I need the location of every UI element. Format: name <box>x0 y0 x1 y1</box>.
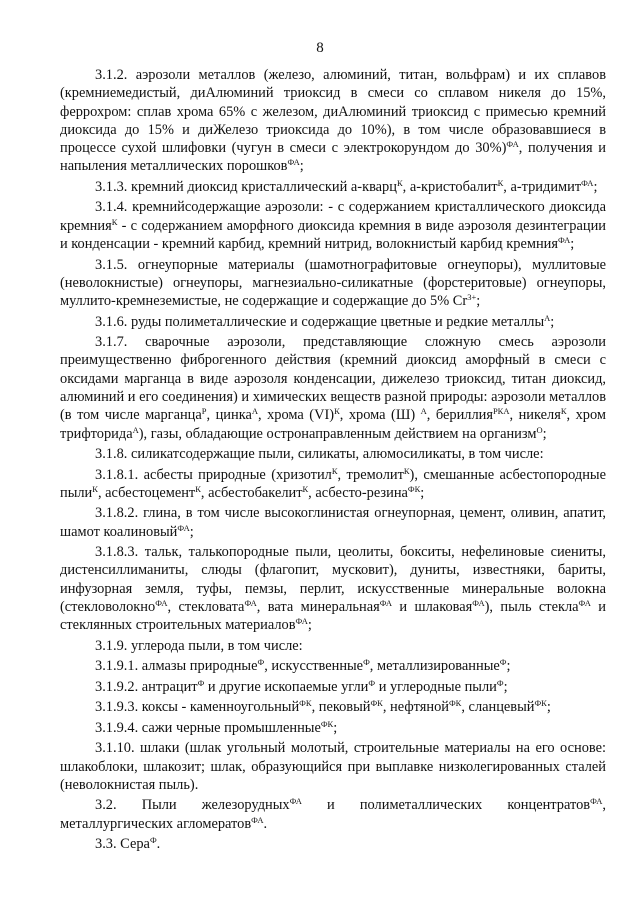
superscript-note: ФА <box>557 235 571 246</box>
paragraph-text: 3.1.8.1. асбесты природные (хризотил <box>95 466 332 483</box>
paragraph-text: , нефтяной <box>382 699 449 716</box>
superscript-note: К <box>331 465 338 476</box>
paragraph-text: ), смешанные асбестопородные пыли <box>60 466 606 501</box>
paragraph-text: 3.1.8.2. глина, в том числе высокоглинистая огнеупорная, цемент, оливин, апатит, шамот коалиновый <box>60 505 606 540</box>
paragraph-text: 3.1.9.2. антрацит <box>95 678 198 695</box>
paragraph-text: 3.1.5. огнеупорные материалы (шамотнографитовые огнеупоры), муллитовые (неволокнистые) огнеупоры, магнезиально-силикатные (форстеритовые) огнеупоры, муллито-кремнеземистые, не содержащие и содержащие до 5% Cr <box>60 256 606 310</box>
paragraph-text: ; <box>542 425 547 442</box>
superscript-note: ФА <box>289 796 302 807</box>
paragraph-3-1-7 <box>60 333 606 443</box>
paragraph-3-1-9-2 <box>60 678 606 696</box>
paragraph-text: , металлургических агломератов <box>60 797 606 832</box>
superscript-note: ФА <box>581 177 594 188</box>
paragraph-text: и стеклянных строительных материалов <box>60 599 606 634</box>
superscript-note: Ф <box>197 677 205 688</box>
paragraph-text: 3.1.8.3. тальк, талькопородные пыли, цеолиты, бокситы, нефелиновые сиениты, дистенсиллиманиты, слюды (флагопит, мусковит), дуниты, известняки, бариты, инфузорная земля, туфы, пемзы, перлит, искусственные минеральные волокна (стекловолокно <box>60 544 606 615</box>
paragraph-text: , металлизированные <box>369 658 500 675</box>
paragraph-text: , никеля <box>509 407 561 424</box>
superscript-note: Ф <box>149 835 157 846</box>
paragraph-text: ; <box>570 236 575 253</box>
paragraph-text: 3.2. Пыли железорудных <box>95 797 290 814</box>
superscript-note: К <box>111 216 118 227</box>
superscript-note: ФА <box>177 522 190 533</box>
paragraph-text: 3.1.6. руды полиметаллические и содержащие цветные и редкие металлы <box>95 313 545 330</box>
paragraph-text: . <box>156 836 161 853</box>
superscript-note: К <box>92 483 98 494</box>
paragraph-text: ; <box>546 699 551 716</box>
paragraph-text: ; <box>299 158 304 175</box>
superscript-note: ФК <box>534 698 547 709</box>
superscript-note: К <box>403 465 410 476</box>
superscript-note: 3+ <box>467 292 477 303</box>
superscript-note: К <box>334 406 340 417</box>
paragraph-text: , а-кристобалит <box>402 178 498 195</box>
paragraph-text: , получения и напыления металлических порошков <box>60 140 606 175</box>
paragraph-3-1-8-3 <box>60 543 606 634</box>
paragraph-text: ; <box>189 523 194 540</box>
paragraph-3-1-9-4 <box>60 719 606 737</box>
superscript-note: К <box>560 406 567 417</box>
paragraph-3-1-9-3 <box>60 698 606 716</box>
paragraph-3-1-8-2 <box>60 504 606 541</box>
superscript-note: ФА <box>244 598 257 608</box>
superscript-note: К <box>497 177 504 188</box>
paragraph-text: ; <box>506 658 511 675</box>
paragraph-text: и углеродные пыли <box>375 678 497 695</box>
paragraph-text: 3.1.9. углерода пыли, в том числе: <box>95 637 303 654</box>
superscript-note: ФК <box>370 698 383 709</box>
superscript-note: ФК <box>320 718 334 729</box>
superscript-note: А <box>132 424 139 435</box>
superscript-note: ФА <box>295 616 308 627</box>
paragraph-text: , бериллия <box>426 407 493 424</box>
paragraph-text: 3.1.2. аэрозоли металлов (железо, алюминий, титан, вольфрам) и их сплавов (кремниемедистый, диАлюминий триоксид в смеси со сплавом никеля до 15%, феррохром: сплав хрома 65% с железом, диАлюминий триоксид с примесью кремний диоксида до 15% и диЖелезо триоксида до 10%), в том числе образовавшиеся в процессе сухой шлифовки (чугун в смеси с электрокорундом до 30%) <box>60 67 606 157</box>
paragraph-text: , а-тридимит <box>503 178 582 195</box>
paragraph-text: ; <box>476 293 481 310</box>
paragraph-text: , хром трифторида <box>60 407 606 442</box>
paragraph-text: ; <box>333 719 338 736</box>
paragraph-3-2 <box>60 796 606 833</box>
paragraph-text: , асбесто-резина <box>308 484 408 501</box>
paragraph-text: 3.1.8. силикатсодержащие пыли, силикаты, алюмосиликаты, в том числе: <box>95 446 544 463</box>
superscript-note: ФА <box>379 598 393 608</box>
superscript-note: Ф <box>257 657 265 668</box>
paragraph-3-1-9 <box>60 637 606 655</box>
superscript-note: Ф <box>496 677 504 688</box>
paragraph-text: 3.3. Сера <box>95 836 150 853</box>
paragraph-text: 3.1.7. сварочные аэрозоли, представляющие сложную смесь аэрозоли преимущественно фиброгенного действия (кремний диоксид аморфный в смеси с оксидами марганца в виде аэрозоля конденсации, дижелезо триоксид, титан диоксид, алюминий и его соединения) и химических веществ разной природы: аэрозоли металлов (в том числе марганца <box>60 334 606 424</box>
paragraph-text: и полиметаллических концентратов <box>301 797 591 814</box>
paragraph-text: , искусственные <box>264 658 364 675</box>
superscript-note: ФА <box>590 796 603 807</box>
superscript-note: ФА <box>472 598 485 608</box>
superscript-note: А <box>420 406 427 417</box>
paragraph-text: , хрома (Ш) <box>339 407 421 424</box>
paragraph-3-1-5 <box>60 256 606 311</box>
paragraph-3-1-6 <box>60 313 606 331</box>
paragraph-text: ; <box>307 617 312 634</box>
paragraph-text: ; <box>503 678 508 695</box>
superscript-note: Р <box>201 406 207 417</box>
paragraph-text: , тремолит <box>337 466 404 483</box>
paragraph-text: , асбестобакелит <box>200 484 303 501</box>
superscript-note: ФК <box>299 698 312 709</box>
paragraph-text: 3.1.3. кремний диоксид кристаллический а-кварц <box>95 178 397 195</box>
superscript-note: ФА <box>251 814 264 825</box>
paragraph-text: 3.1.9.3. коксы - каменноугольный <box>95 699 300 716</box>
page-number: 8 <box>316 40 324 56</box>
superscript-note: Ф <box>368 677 376 688</box>
paragraph-text: , стекловата <box>167 599 245 615</box>
paragraph-3-1-8 <box>60 445 606 463</box>
superscript-note: К <box>302 483 309 494</box>
paragraph-text: ), газы, обладающие остронаправленным действием на организм <box>138 425 537 442</box>
superscript-note: ФК <box>448 698 462 709</box>
paragraph-text: , вата минеральная <box>256 599 380 615</box>
paragraph-text: , хрома (VI) <box>258 407 335 424</box>
superscript-note: Ф <box>363 657 370 668</box>
paragraph-3-1-8-1 <box>60 466 606 503</box>
superscript-note: А <box>544 312 551 323</box>
paragraph-3-1-3 <box>60 178 606 196</box>
superscript-note: ФК <box>407 483 421 494</box>
paragraph-text: и шлаковая <box>392 599 473 615</box>
paragraph-text: . <box>263 815 268 832</box>
paragraph-text: 3.1.10. шлаки (шлак угольный молотый, строительные материалы на его основе: шлакоблоки, шлакозит; шлак, образующийся при выплавке низколегированных сталей (неволокнистая пыль). <box>60 740 606 793</box>
paragraph-3-1-9-1 <box>60 657 606 675</box>
paragraph-text: , асбестоцемент <box>97 484 196 501</box>
paragraph-text: ; <box>593 178 598 195</box>
paragraph-text: и другие ископаемые угли <box>204 678 369 695</box>
paragraph-text: ), пыль стекла <box>484 599 579 615</box>
paragraph-text: - с содержанием аморфного диоксида кремния в виде аэрозоля дезинтеграции и конденсации - кремний карбид, кремний нитрид, волокнистый карбид кремния <box>60 217 606 253</box>
document-body <box>60 66 606 856</box>
paragraph-text: 3.1.9.4. сажи черные промышленные <box>95 719 321 736</box>
superscript-note: К <box>195 483 201 494</box>
paragraph-text: , цинка <box>206 407 252 424</box>
superscript-note: А <box>251 406 258 417</box>
superscript-note: ФА <box>506 139 519 150</box>
paragraph-text: , сланцевый <box>461 699 535 716</box>
paragraph-text: , пековый <box>311 699 371 716</box>
superscript-note: К <box>396 177 403 188</box>
paragraph-3-1-10 <box>60 739 606 794</box>
superscript-note: ФА <box>578 598 591 608</box>
paragraph-text: 3.1.9.1. алмазы природные <box>95 658 258 675</box>
superscript-note: Ф <box>499 657 507 668</box>
paragraph-text: ; <box>420 484 425 501</box>
paragraph-text: 3.1.4. кремнийсодержащие аэрозоли: - с содержанием кристаллического диоксида кремния <box>60 199 606 234</box>
superscript-note: ФА <box>287 157 300 168</box>
paragraph-3-1-2 <box>60 66 606 176</box>
superscript-note: ФА <box>155 598 168 608</box>
paragraph-3-1-4 <box>60 198 606 253</box>
paragraph-text: ; <box>550 313 555 330</box>
superscript-note: РКА <box>492 406 510 417</box>
paragraph-3-3 <box>60 835 606 853</box>
superscript-note: О <box>536 424 543 435</box>
